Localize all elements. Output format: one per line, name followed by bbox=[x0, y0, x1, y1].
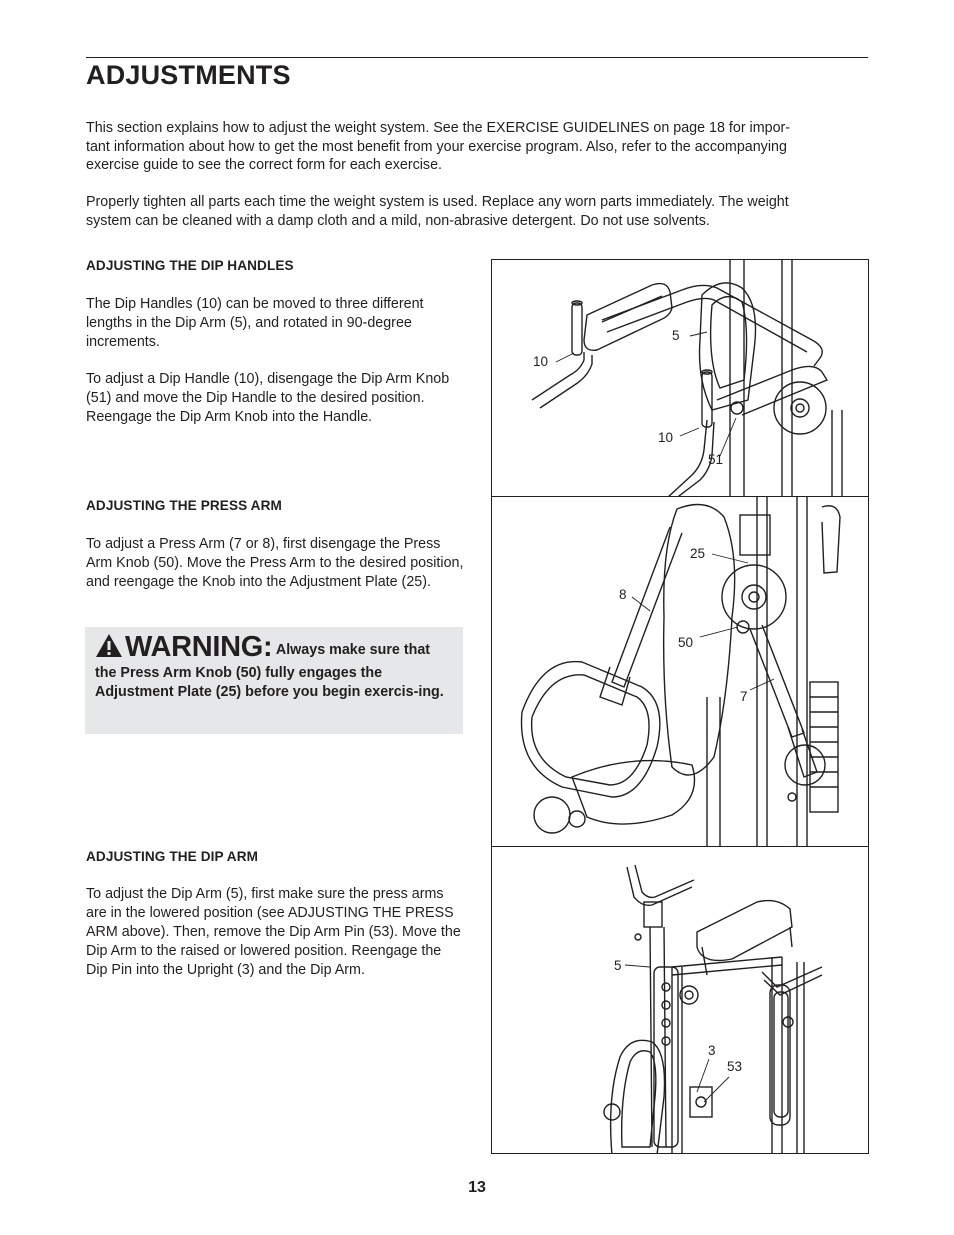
intro-line: exercise guide to see the correct form for each exercise. bbox=[86, 157, 442, 174]
dip-handles-paragraph-1: The Dip Handles (10) can be moved to three different lengths in the Dip Arm (5), and rotated in 90-degree increments. bbox=[86, 296, 424, 350]
warning-triangle-icon bbox=[95, 633, 123, 664]
callout-dip-arm-knob: 51 bbox=[708, 452, 724, 467]
callout-dip-arm: 5 bbox=[672, 328, 680, 343]
warning-lead: Always make sure that bbox=[275, 642, 431, 658]
callout-press-arm-left: 8 bbox=[619, 587, 627, 602]
callout-adjustment-plate: 25 bbox=[690, 546, 706, 561]
press-arm-illustration bbox=[492, 497, 869, 848]
dip-arm-illustration bbox=[492, 847, 869, 1154]
callout-dip-handle: 10 bbox=[658, 430, 674, 445]
press-arm-paragraph: To adjust a Press Arm (7 or 8), first disengage the Press Arm Knob (50). Move the Press Arm to the desired position, and reengage the Knob into the Adjustment Plate (25). bbox=[86, 536, 464, 590]
dip-handles-illustration bbox=[492, 260, 869, 498]
intro-line: system can be cleaned with a damp cloth and a mild, non-abrasive detergent. Do not use solvents. bbox=[86, 212, 710, 229]
intro-paragraph-1 bbox=[86, 119, 868, 175]
callout-dip-handle: 10 bbox=[533, 354, 549, 369]
dip-handles-heading: ADJUSTING THE DIP HANDLES bbox=[86, 258, 294, 273]
warning-text-block bbox=[95, 633, 450, 702]
intro-line: This section explains how to adjust the weight system. See the EXERCISE GUIDELINES on page 18 for impor- bbox=[86, 120, 791, 136]
dip-arm-heading: ADJUSTING THE DIP ARM bbox=[86, 849, 259, 864]
intro-line: tant information about how to get the most benefit from your exercise program. Also, refer to the accompanying bbox=[86, 138, 787, 155]
page-title: ADJUSTMENTS bbox=[86, 60, 291, 90]
dip-handles-figure bbox=[491, 259, 869, 498]
dip-arm-paragraph: To adjust the Dip Arm (5), first make sure the press arms are in the lowered position (see ADJUSTING THE PRESS ARM above). Then, remove the Dip Arm Pin (53). Move the Dip Arm to the raised or lowered position. Reengage the Dip Pin into the Upright (3) and the Dip Arm. bbox=[86, 886, 461, 978]
page-number: 13 bbox=[468, 1179, 486, 1196]
callout-dip-arm-pin: 53 bbox=[727, 1059, 743, 1074]
press-arm-figure bbox=[491, 496, 869, 848]
warning-text: the Press Arm Knob (50) fully engages the Adjustment Plate (25) before you begin exercis-ing. bbox=[95, 665, 444, 700]
dip-handles-paragraph-2: To adjust a Dip Handle (10), disengage the Dip Arm Knob (51) and move the Dip Handle to the desired position. Reengage the Dip Arm Knob into the Handle. bbox=[86, 371, 450, 425]
header-rule bbox=[86, 57, 868, 58]
callout-press-arm-knob: 50 bbox=[678, 635, 694, 650]
intro-line: Properly tighten all parts each time the weight system is used. Replace any worn parts immediately. The weight bbox=[86, 194, 789, 210]
warning-title: WARNING: bbox=[125, 631, 273, 663]
callout-upright: 3 bbox=[708, 1043, 716, 1058]
dip-arm-figure bbox=[491, 846, 869, 1154]
press-arm-heading: ADJUSTING THE PRESS ARM bbox=[86, 498, 282, 513]
callout-dip-arm: 5 bbox=[614, 958, 622, 973]
warning-box bbox=[85, 627, 463, 734]
intro-paragraph-2 bbox=[86, 193, 868, 230]
callout-press-arm-right: 7 bbox=[740, 689, 748, 704]
